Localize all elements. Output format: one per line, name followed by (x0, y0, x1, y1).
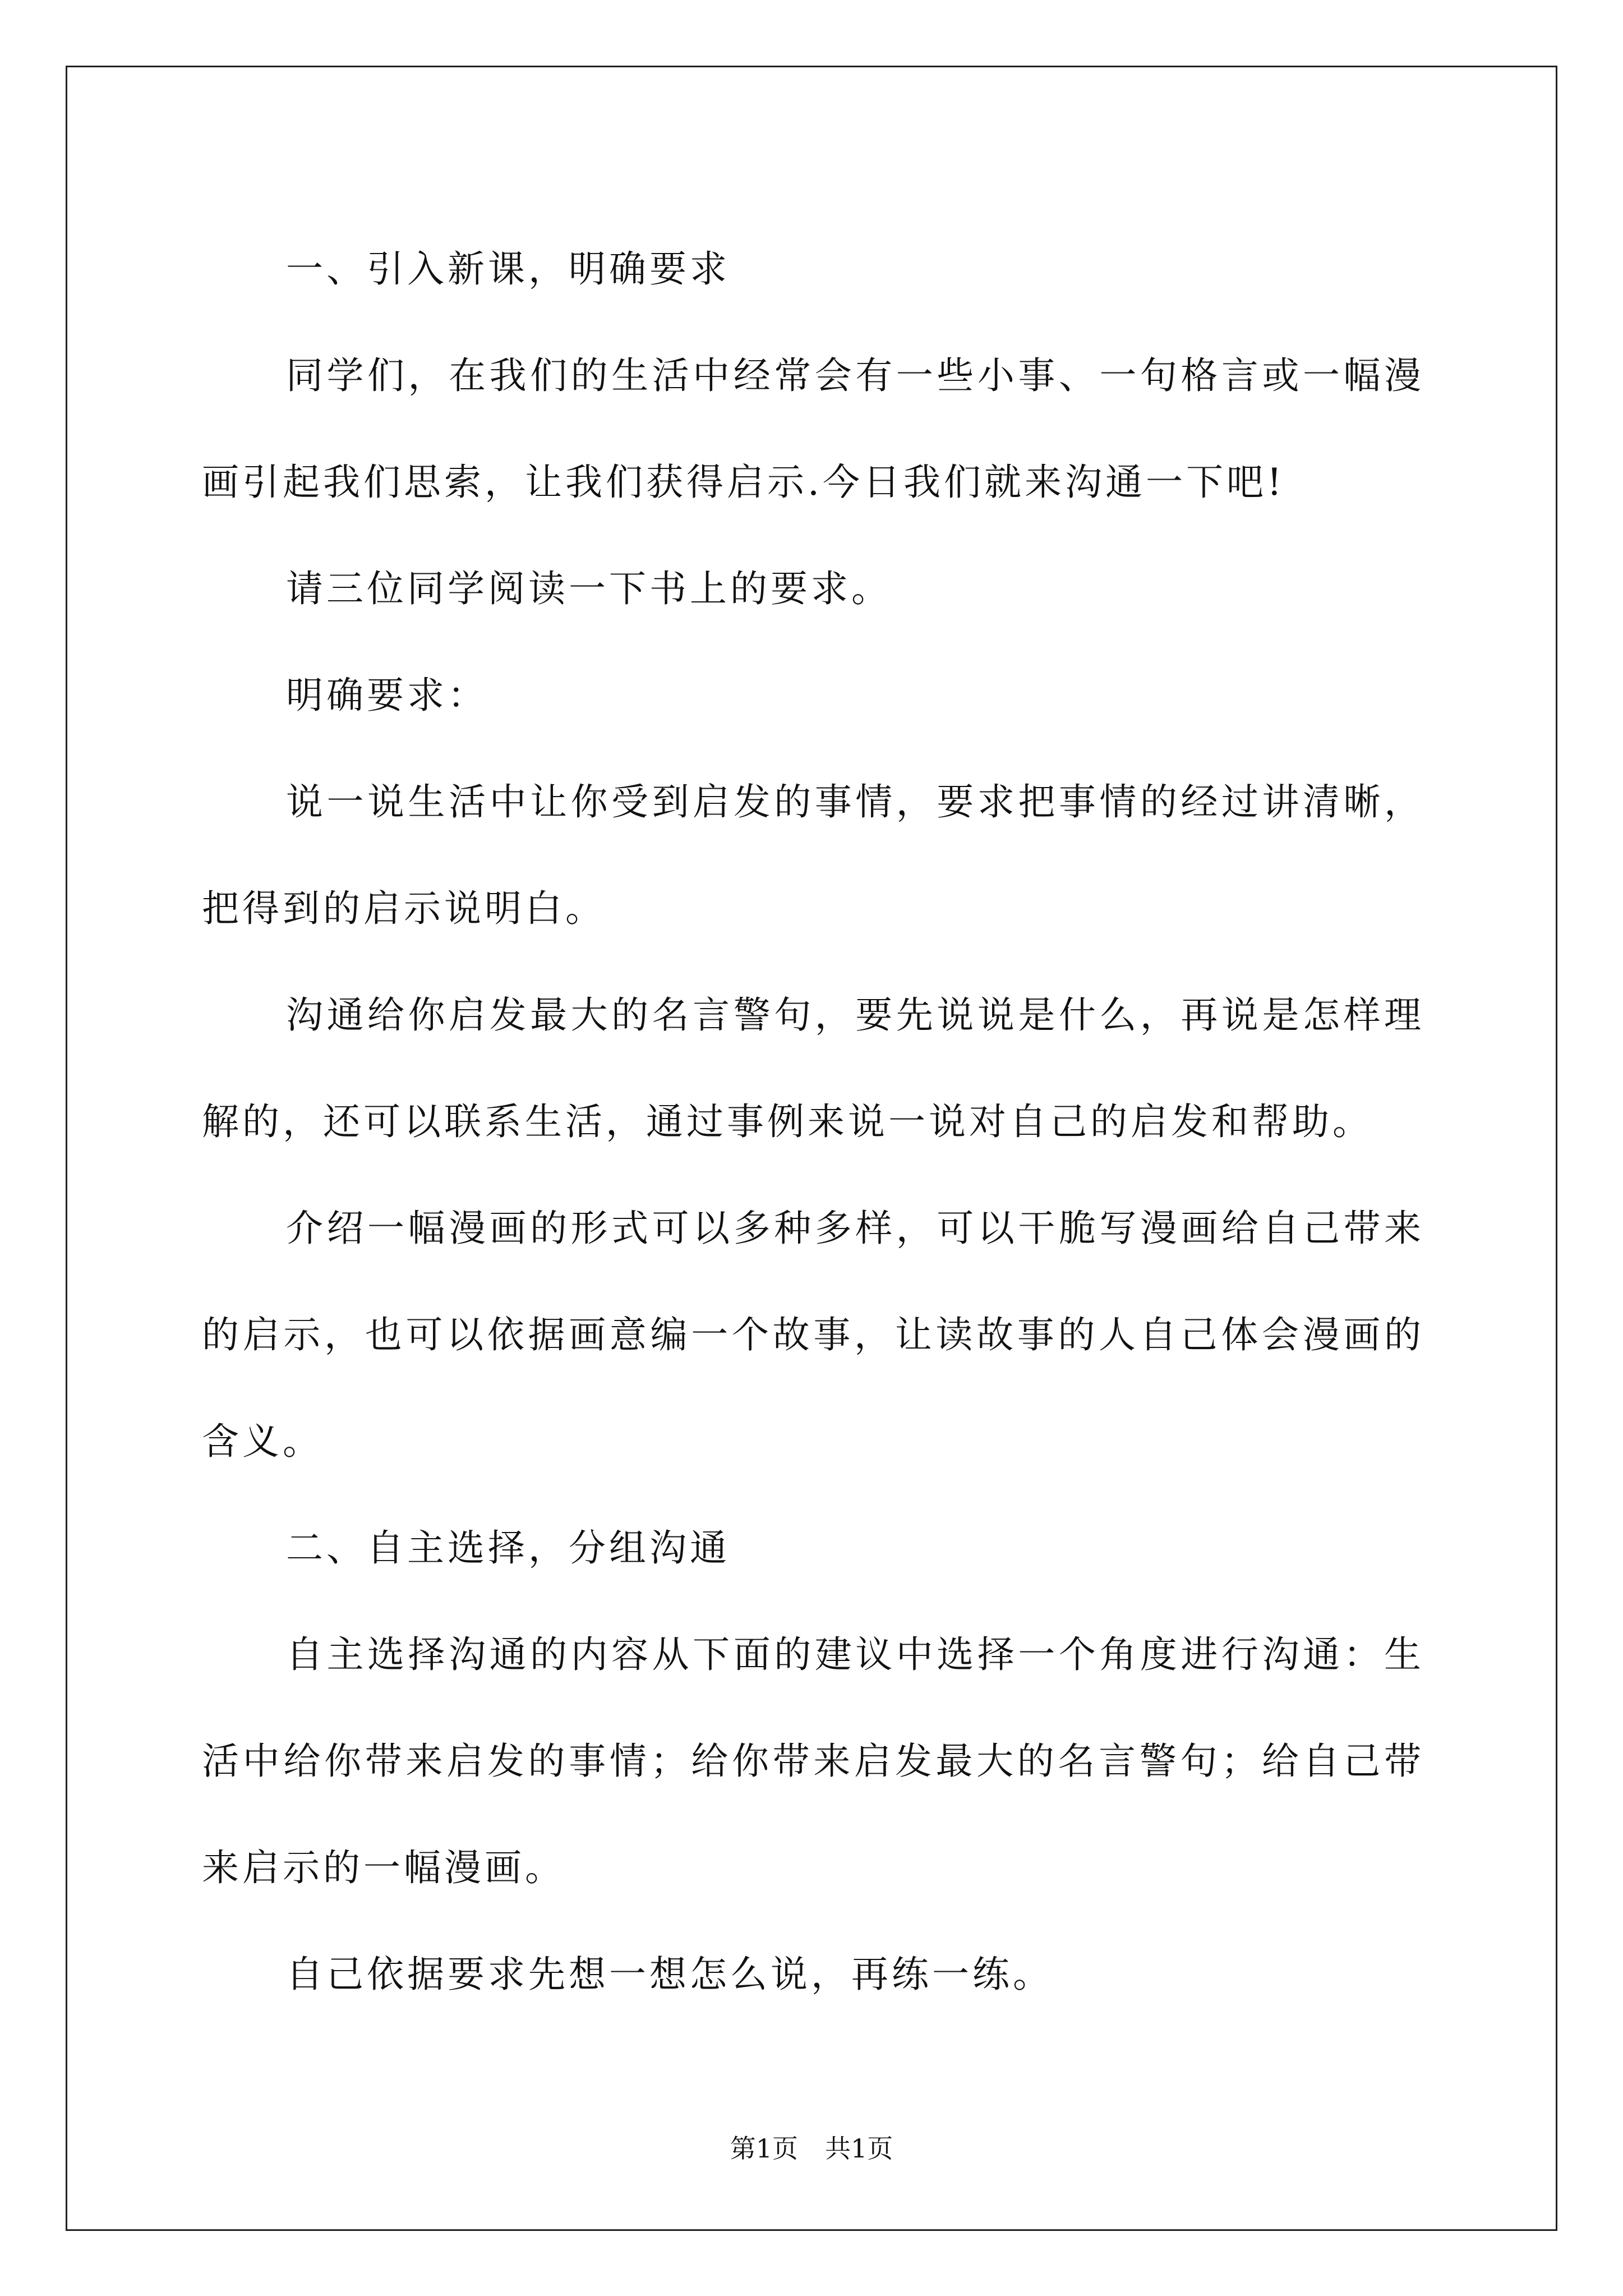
section-heading-1: 一、引入新课，明确要求 (286, 247, 730, 291)
paragraph-requirements-label: 明确要求： (286, 674, 488, 717)
paragraph-requirement-comic: 介绍一幅漫画的形式可以多种多样，可以干脆写漫画给自己带来的启示，也可以依据画意编一个故事，让读故事的人自己体会漫画的含义。 (202, 1207, 1424, 1463)
paragraph-intro: 同学们，在我们的生活中经常会有一些小事、一句格言或一幅漫画引起我们思索，让我们获得启示.今日我们就来沟通一下吧! (202, 354, 1424, 504)
page-footer (0, 2132, 1623, 2165)
paragraph-requirement-event: 说一说生活中让你受到启发的事情，要求把事情的经过讲清晰，把得到的启示说明白。 (202, 780, 1424, 930)
paragraph-practice: 自己依据要求先想一想怎么说，再练一练。 (286, 1953, 1053, 1996)
page-number-current: 第1页 (730, 2133, 798, 2164)
document-body (202, 216, 1424, 2028)
paragraph-requirement-quote: 沟通给你启发最大的名言警句，要先说说是什么，再说是怎样理解的，还可以联系生活，通过事例来说一说对自己的启发和帮助。 (202, 993, 1424, 1143)
section-heading-2: 二、自主选择，分组沟通 (286, 1526, 730, 1570)
paragraph-reading: 请三位同学阅读一下书上的要求。 (286, 567, 892, 610)
page-number-total: 共1页 (825, 2133, 893, 2164)
paragraph-choose-topic: 自主选择沟通的内容从下面的建议中选择一个角度进行沟通：生活中给你带来启发的事情；给你带来启发最大的名言警句；给自己带来启示的一幅漫画。 (202, 1633, 1424, 1889)
